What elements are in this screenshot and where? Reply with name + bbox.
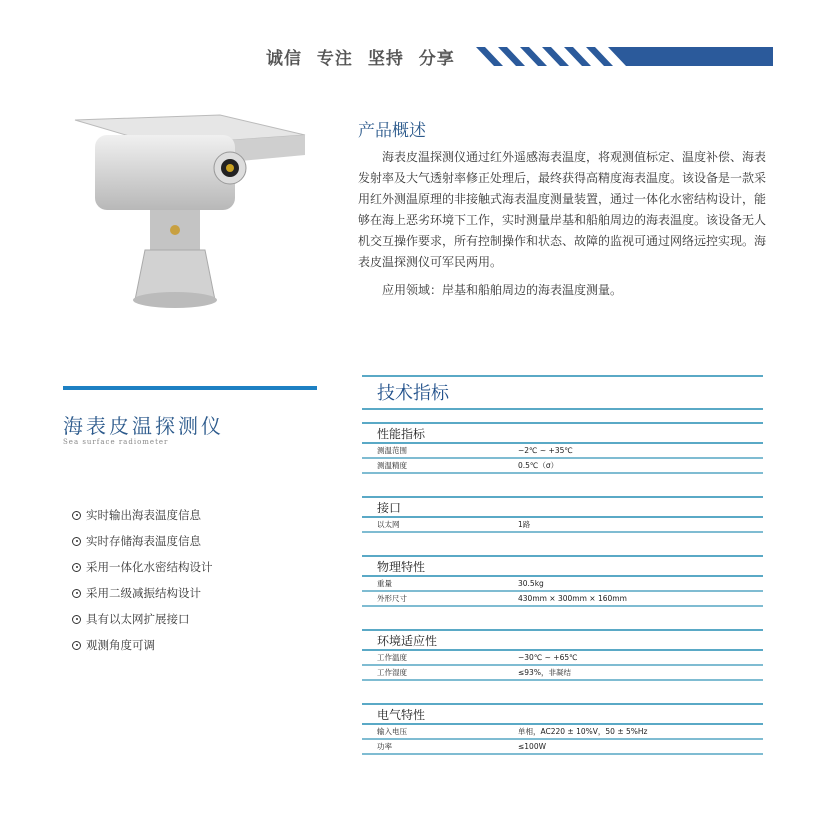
spec-section	[362, 555, 763, 607]
spec-key: 以太网	[377, 520, 400, 529]
spec-row	[362, 577, 763, 592]
spec-value: 1路	[518, 520, 531, 529]
spec-row	[362, 740, 763, 755]
overview-application: 应用领域：岸基和船舶周边的海表温度测量。	[382, 283, 623, 297]
feature-list	[72, 502, 213, 658]
spec-value: ≤93%，非凝结	[518, 668, 571, 677]
spec-key: 工作温度	[377, 653, 407, 662]
circle-dot-icon	[72, 615, 81, 624]
overview-title: 产品概述	[358, 121, 426, 141]
spec-section-header: 接口	[362, 496, 763, 518]
spec-key: 重量	[377, 579, 392, 588]
spec-section-header: 性能指标	[362, 422, 763, 444]
feature-item	[72, 528, 213, 554]
product-name: 海表皮温探测仪	[63, 414, 224, 438]
spec-row	[362, 459, 763, 474]
spec-row	[362, 592, 763, 607]
circle-dot-icon	[72, 537, 81, 546]
spec-row	[362, 518, 763, 533]
circle-dot-icon	[72, 589, 81, 598]
feature-text: 采用一体化水密结构设计	[86, 560, 213, 574]
feature-item	[72, 606, 213, 632]
feature-text: 具有以太网扩展接口	[86, 612, 190, 626]
feature-text: 采用二级减振结构设计	[86, 586, 201, 600]
feature-text: 观测角度可调	[86, 638, 155, 652]
circle-dot-icon	[72, 511, 81, 520]
spec-title: 技术指标	[362, 375, 763, 410]
spec-value: 30.5kg	[518, 579, 544, 588]
divider-bar	[63, 386, 317, 390]
circle-dot-icon	[72, 563, 81, 572]
feature-text: 实时输出海表温度信息	[86, 508, 201, 522]
product-photo-camera	[70, 110, 315, 315]
spec-key: 输入电压	[377, 727, 407, 736]
spec-section	[362, 703, 763, 755]
spec-section-header: 电气特性	[362, 703, 763, 725]
spec-key: 测温精度	[377, 461, 407, 470]
spec-section	[362, 422, 763, 474]
spec-row	[362, 444, 763, 459]
product-overview	[358, 116, 768, 298]
product-name-en: Sea surface radiometer	[63, 438, 169, 446]
spec-value: −2℃ ~ +35℃	[518, 446, 573, 455]
circle-dot-icon	[72, 641, 81, 650]
spec-row	[362, 725, 763, 740]
spec-value: 单相，AC220 ± 10%V，50 ± 5%Hz	[518, 727, 648, 736]
feature-item	[72, 632, 213, 658]
spec-row	[362, 666, 763, 681]
feature-text: 实时存储海表温度信息	[86, 534, 201, 548]
spec-key: 测温范围	[377, 446, 407, 455]
spec-key: 工作湿度	[377, 668, 407, 677]
spec-value: 430mm × 300mm × 160mm	[518, 594, 627, 603]
slogan: 诚信 专注 坚持 分享	[266, 49, 455, 69]
stripe-banner	[476, 47, 776, 67]
overview-body: 海表皮温探测仪通过红外遥感海表温度，将观测值标定、温度补偿、海表发射率及大气透射率修正处理后，最终获得高精度海表温度。该设备是一款采用红外测温原理的非接触式海表温度测量装置，通过一体化水密结构设计，能够在海上恶劣环境下工作，实时测量岸基和船舶周边的海表温度。该设备无人机交互操作要求，所有控制操作和状态、故障的监视可通过网络远控实现。海表皮温探测仪可军民两用。	[358, 150, 767, 269]
feature-item	[72, 502, 213, 528]
spec-value: 0.5℃（σ）	[518, 461, 559, 470]
spec-table	[362, 375, 763, 755]
spec-section-header: 物理特性	[362, 555, 763, 577]
feature-item	[72, 554, 213, 580]
spec-section	[362, 496, 763, 533]
spec-value: −30℃ ~ +65℃	[518, 653, 578, 662]
feature-item	[72, 580, 213, 606]
spec-section-header: 环境适应性	[362, 629, 763, 651]
spec-row	[362, 651, 763, 666]
spec-section	[362, 629, 763, 681]
spec-value: ≤100W	[518, 742, 547, 751]
spec-key: 功率	[377, 742, 392, 751]
spec-key: 外形尺寸	[377, 594, 407, 603]
